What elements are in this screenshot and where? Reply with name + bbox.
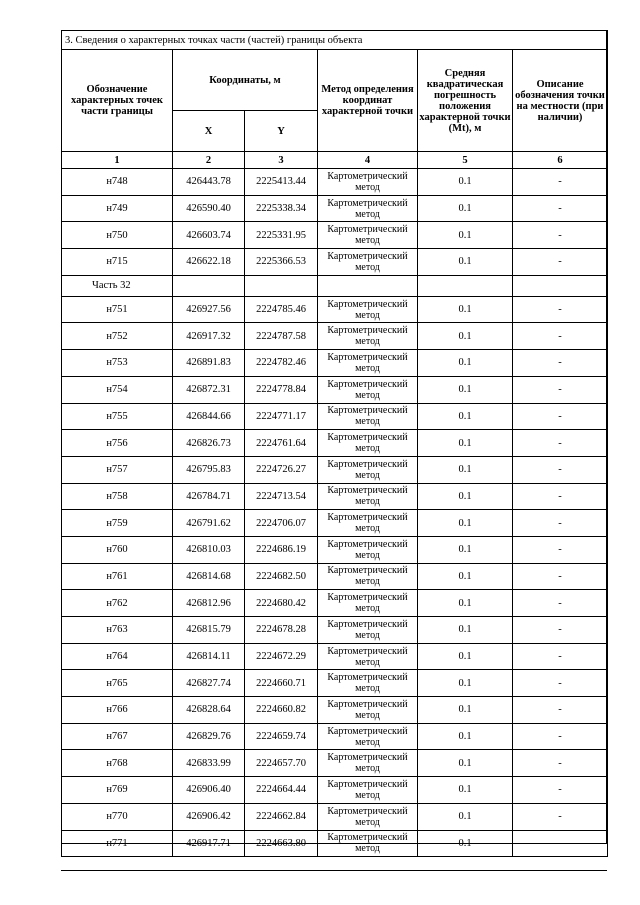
header-method: Метод определения координат характерной точки xyxy=(318,50,418,152)
coordinate-y: 2224663.80 xyxy=(245,830,318,857)
coordinate-y: 2224782.46 xyxy=(245,350,318,377)
error-value: 0.1 xyxy=(418,750,513,777)
coordinate-x: 426906.42 xyxy=(173,803,245,830)
table-row xyxy=(62,803,608,830)
point-designation: н752 xyxy=(62,323,173,350)
point-description: - xyxy=(513,617,608,644)
method-cell: Картометрический метод xyxy=(318,350,418,377)
table-row xyxy=(62,670,608,697)
coordinate-x: 426844.66 xyxy=(173,403,245,430)
table-row xyxy=(62,563,608,590)
error-value: 0.1 xyxy=(418,697,513,724)
point-description: - xyxy=(513,590,608,617)
empty-cell xyxy=(318,275,418,296)
point-description: - xyxy=(513,249,608,276)
method-cell: Картометрический метод xyxy=(318,590,418,617)
coordinate-y: 2224664.44 xyxy=(245,777,318,804)
coordinate-y: 2224785.46 xyxy=(245,296,318,323)
method-cell: Картометрический метод xyxy=(318,403,418,430)
method-cell: Картометрический метод xyxy=(318,296,418,323)
error-value: 0.1 xyxy=(418,350,513,377)
point-description: - xyxy=(513,697,608,724)
coordinate-y: 2224678.28 xyxy=(245,617,318,644)
point-designation: н749 xyxy=(62,195,173,222)
footer-rule xyxy=(61,870,607,871)
point-description: - xyxy=(513,376,608,403)
table-row xyxy=(62,777,608,804)
point-designation: н763 xyxy=(62,617,173,644)
table-row xyxy=(62,376,608,403)
point-description: - xyxy=(513,510,608,537)
table-row xyxy=(62,456,608,483)
method-cell: Картометрический метод xyxy=(318,697,418,724)
method-cell: Картометрический метод xyxy=(318,376,418,403)
error-value: 0.1 xyxy=(418,430,513,457)
point-designation: н769 xyxy=(62,777,173,804)
point-designation: н754 xyxy=(62,376,173,403)
error-value: 0.1 xyxy=(418,376,513,403)
point-description: - xyxy=(513,169,608,196)
coordinate-y: 2224761.64 xyxy=(245,430,318,457)
header-row xyxy=(62,50,608,111)
method-cell: Картометрический метод xyxy=(318,750,418,777)
point-description: - xyxy=(513,403,608,430)
point-designation: н750 xyxy=(62,222,173,249)
point-designation: н765 xyxy=(62,670,173,697)
coordinate-x: 426810.03 xyxy=(173,536,245,563)
method-cell: Картометрический метод xyxy=(318,670,418,697)
coordinate-x: 426784.71 xyxy=(173,483,245,510)
boundary-points-table xyxy=(61,30,608,857)
point-designation: н748 xyxy=(62,169,173,196)
table-row xyxy=(62,430,608,457)
error-value: 0.1 xyxy=(418,563,513,590)
table-row xyxy=(62,536,608,563)
point-designation: н715 xyxy=(62,249,173,276)
point-description: - xyxy=(513,563,608,590)
header-error: Средняя квадратическая погрешность положения характерной точки (Mt), м xyxy=(418,50,513,152)
coordinate-x: 426791.62 xyxy=(173,510,245,537)
method-cell: Картометрический метод xyxy=(318,456,418,483)
coordinate-x: 426828.64 xyxy=(173,697,245,724)
table-row xyxy=(62,510,608,537)
point-description: - xyxy=(513,222,608,249)
coordinate-x: 426622.18 xyxy=(173,249,245,276)
table-row xyxy=(62,323,608,350)
coordinate-x: 426829.76 xyxy=(173,723,245,750)
table-row xyxy=(62,643,608,670)
table-row xyxy=(62,750,608,777)
method-cell: Картометрический метод xyxy=(318,617,418,644)
method-cell: Картометрический метод xyxy=(318,536,418,563)
error-value: 0.1 xyxy=(418,590,513,617)
empty-cell xyxy=(418,275,513,296)
point-designation: н764 xyxy=(62,643,173,670)
table-row xyxy=(62,169,608,196)
point-designation: н755 xyxy=(62,403,173,430)
column-number: 1 xyxy=(62,152,173,169)
error-value: 0.1 xyxy=(418,249,513,276)
method-cell: Картометрический метод xyxy=(318,222,418,249)
point-description: - xyxy=(513,350,608,377)
table-row xyxy=(62,195,608,222)
method-cell: Картометрический метод xyxy=(318,169,418,196)
point-description: - xyxy=(513,195,608,222)
error-value: 0.1 xyxy=(418,643,513,670)
coordinate-y: 2224706.07 xyxy=(245,510,318,537)
column-number: 4 xyxy=(318,152,418,169)
error-value: 0.1 xyxy=(418,510,513,537)
table-row xyxy=(62,723,608,750)
error-value: 0.1 xyxy=(418,723,513,750)
point-designation: н762 xyxy=(62,590,173,617)
coordinate-x: 426795.83 xyxy=(173,456,245,483)
coordinate-x: 426906.40 xyxy=(173,777,245,804)
coordinate-y: 2224713.54 xyxy=(245,483,318,510)
coordinate-y: 2224682.50 xyxy=(245,563,318,590)
coordinate-y: 2224660.71 xyxy=(245,670,318,697)
point-designation: н760 xyxy=(62,536,173,563)
error-value: 0.1 xyxy=(418,169,513,196)
empty-cell xyxy=(173,275,245,296)
point-designation: н767 xyxy=(62,723,173,750)
coordinate-x: 426603.74 xyxy=(173,222,245,249)
table-row xyxy=(62,617,608,644)
coordinate-y: 2225366.53 xyxy=(245,249,318,276)
method-cell: Картометрический метод xyxy=(318,830,418,857)
column-number: 6 xyxy=(513,152,608,169)
point-designation: н753 xyxy=(62,350,173,377)
method-cell: Картометрический метод xyxy=(318,643,418,670)
error-value: 0.1 xyxy=(418,803,513,830)
point-designation: н766 xyxy=(62,697,173,724)
header-designation: Обозначение характерных точек части границы xyxy=(62,50,173,152)
error-value: 0.1 xyxy=(418,483,513,510)
header-x: X xyxy=(173,111,245,152)
table-row xyxy=(62,222,608,249)
header-y: Y xyxy=(245,111,318,152)
coordinate-y: 2224778.84 xyxy=(245,376,318,403)
table-row xyxy=(62,296,608,323)
part-row xyxy=(62,275,608,296)
coordinate-y: 2225338.34 xyxy=(245,195,318,222)
header-description: Описание обозначения точки на местности (при наличии) xyxy=(513,50,608,152)
point-designation: н770 xyxy=(62,803,173,830)
coordinate-x: 426826.73 xyxy=(173,430,245,457)
coordinate-y: 2224680.42 xyxy=(245,590,318,617)
coordinate-y: 2224660.82 xyxy=(245,697,318,724)
table-row xyxy=(62,590,608,617)
error-value: 0.1 xyxy=(418,777,513,804)
error-value: 0.1 xyxy=(418,456,513,483)
point-designation: н756 xyxy=(62,430,173,457)
point-designation: н768 xyxy=(62,750,173,777)
point-designation: н759 xyxy=(62,510,173,537)
coordinate-y: 2224726.27 xyxy=(245,456,318,483)
coordinate-y: 2224787.58 xyxy=(245,323,318,350)
method-cell: Картометрический метод xyxy=(318,510,418,537)
part-label: Часть 32 xyxy=(62,275,173,296)
method-cell: Картометрический метод xyxy=(318,323,418,350)
error-value: 0.1 xyxy=(418,222,513,249)
coordinate-y: 2224662.84 xyxy=(245,803,318,830)
coordinate-x: 426443.78 xyxy=(173,169,245,196)
coordinate-x: 426833.99 xyxy=(173,750,245,777)
point-description: - xyxy=(513,750,608,777)
empty-cell xyxy=(245,275,318,296)
coordinate-x: 426814.68 xyxy=(173,563,245,590)
coordinate-x: 426917.32 xyxy=(173,323,245,350)
column-number-row xyxy=(62,152,608,169)
table-caption: 3. Сведения о характерных точках части (частей) границы объекта xyxy=(62,31,608,50)
method-cell: Картометрический метод xyxy=(318,777,418,804)
coordinate-x: 426812.96 xyxy=(173,590,245,617)
table-row xyxy=(62,697,608,724)
point-description: - xyxy=(513,483,608,510)
coordinate-x: 426891.83 xyxy=(173,350,245,377)
method-cell: Картометрический метод xyxy=(318,723,418,750)
point-description: - xyxy=(513,803,608,830)
coordinate-x: 426927.56 xyxy=(173,296,245,323)
coordinate-x: 426917.71 xyxy=(173,830,245,857)
error-value: 0.1 xyxy=(418,617,513,644)
method-cell: Картометрический метод xyxy=(318,483,418,510)
column-number: 5 xyxy=(418,152,513,169)
point-description: - xyxy=(513,777,608,804)
coordinate-y: 2225331.95 xyxy=(245,222,318,249)
point-designation: н757 xyxy=(62,456,173,483)
coordinate-x: 426815.79 xyxy=(173,617,245,644)
method-cell: Картометрический метод xyxy=(318,563,418,590)
point-designation: н771 xyxy=(62,830,173,857)
point-description: - xyxy=(513,723,608,750)
column-number: 3 xyxy=(245,152,318,169)
point-description: - xyxy=(513,430,608,457)
empty-cell xyxy=(513,275,608,296)
coordinate-x: 426590.40 xyxy=(173,195,245,222)
point-designation: н758 xyxy=(62,483,173,510)
coordinate-y: 2224686.19 xyxy=(245,536,318,563)
coordinate-y: 2224771.17 xyxy=(245,403,318,430)
method-cell: Картометрический метод xyxy=(318,249,418,276)
caption-row xyxy=(62,31,608,50)
point-description: - xyxy=(513,456,608,483)
error-value: 0.1 xyxy=(418,830,513,857)
point-description: - xyxy=(513,830,608,857)
error-value: 0.1 xyxy=(418,323,513,350)
coordinate-y: 2224672.29 xyxy=(245,643,318,670)
point-description: - xyxy=(513,296,608,323)
coordinate-y: 2224657.70 xyxy=(245,750,318,777)
coordinate-y: 2225413.44 xyxy=(245,169,318,196)
coordinate-x: 426827.74 xyxy=(173,670,245,697)
table-row xyxy=(62,350,608,377)
method-cell: Картометрический метод xyxy=(318,195,418,222)
error-value: 0.1 xyxy=(418,536,513,563)
table-row xyxy=(62,249,608,276)
error-value: 0.1 xyxy=(418,195,513,222)
column-number: 2 xyxy=(173,152,245,169)
table-row xyxy=(62,403,608,430)
point-description: - xyxy=(513,536,608,563)
point-description: - xyxy=(513,323,608,350)
point-description: - xyxy=(513,643,608,670)
point-description: - xyxy=(513,670,608,697)
error-value: 0.1 xyxy=(418,296,513,323)
method-cell: Картометрический метод xyxy=(318,430,418,457)
point-designation: н751 xyxy=(62,296,173,323)
coordinate-y: 2224659.74 xyxy=(245,723,318,750)
header-coordinates: Координаты, м xyxy=(173,50,318,111)
coordinate-x: 426814.11 xyxy=(173,643,245,670)
table-row xyxy=(62,830,608,857)
method-cell: Картометрический метод xyxy=(318,803,418,830)
error-value: 0.1 xyxy=(418,670,513,697)
coordinate-x: 426872.31 xyxy=(173,376,245,403)
point-designation: н761 xyxy=(62,563,173,590)
error-value: 0.1 xyxy=(418,403,513,430)
table-row xyxy=(62,483,608,510)
